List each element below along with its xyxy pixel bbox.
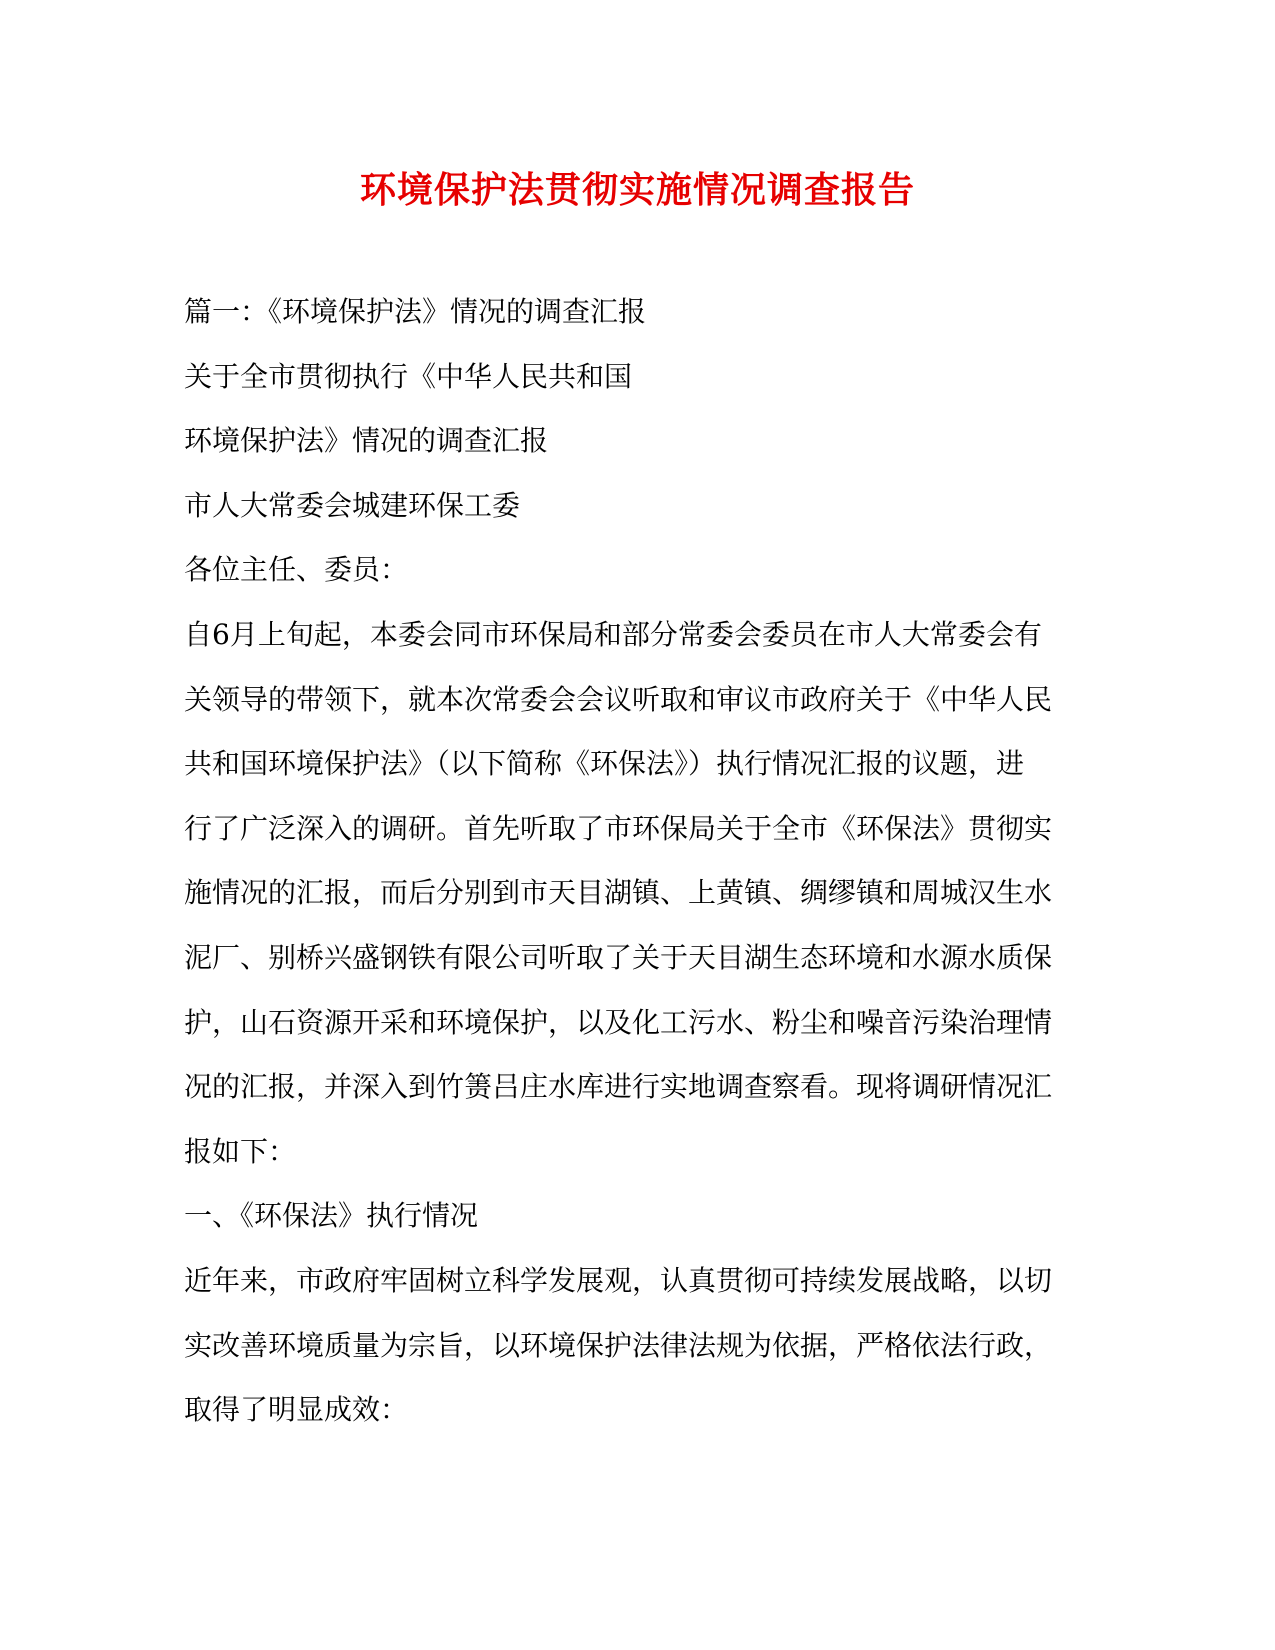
text-line: 篇一：《环境保护法》情况的调查汇报 xyxy=(184,295,647,328)
text-line: 行了广泛深入的调研。首先听取了市环保局关于全市《环保法》贯彻实 xyxy=(184,811,1053,845)
text-line: 市人大常委会城建环保工委 xyxy=(184,488,521,522)
text-line: 各位主任、委员： xyxy=(184,553,409,587)
text-line: 护，山石资源开采和环境保护，以及化工污水、粉尘和噪音污染治理情 xyxy=(184,1005,1053,1039)
document-title: 环境保护法贯彻实施情况调查报告 xyxy=(359,169,915,211)
text-line: 况的汇报，并深入到竹箦吕庄水库进行实地调查察看。现将调研情况汇 xyxy=(184,1070,1053,1104)
text-line: 施情况的汇报，而后分别到市天目湖镇、上黄镇、绸缪镇和周城汉生水 xyxy=(184,876,1053,910)
text-line: 自6月上旬起，本委会同市环保局和部分常委会委员在市人大常委会有 xyxy=(184,617,1042,651)
text-line: 关领导的带领下，就本次常委会会议听取和审议市政府关于《中华人民 xyxy=(184,682,1053,716)
text-line: 实改善环境质量为宗旨，以环境保护法律法规为依据，严格依法行政， xyxy=(184,1328,1053,1362)
text-line: 一、《环保法》执行情况 xyxy=(184,1199,479,1233)
text-line: 共和国环境保护法》（以下简称《环保法》）执行情况汇报的议题，进 xyxy=(184,747,1025,781)
text-line: 关于全市贯彻执行《中华人民共和国 xyxy=(184,359,633,393)
document-body xyxy=(184,280,1090,1443)
text-line: 取得了明显成效： xyxy=(184,1393,409,1427)
text-line: 报如下： xyxy=(184,1134,297,1168)
text-line: 近年来，市政府牢固树立科学发展观，认真贯彻可持续发展战略，以切 xyxy=(184,1263,1053,1297)
text-line: 环境保护法》情况的调查汇报 xyxy=(184,424,549,458)
text-line: 泥厂、别桥兴盛钢铁有限公司听取了关于天目湖生态环境和水源水质保 xyxy=(184,940,1053,974)
